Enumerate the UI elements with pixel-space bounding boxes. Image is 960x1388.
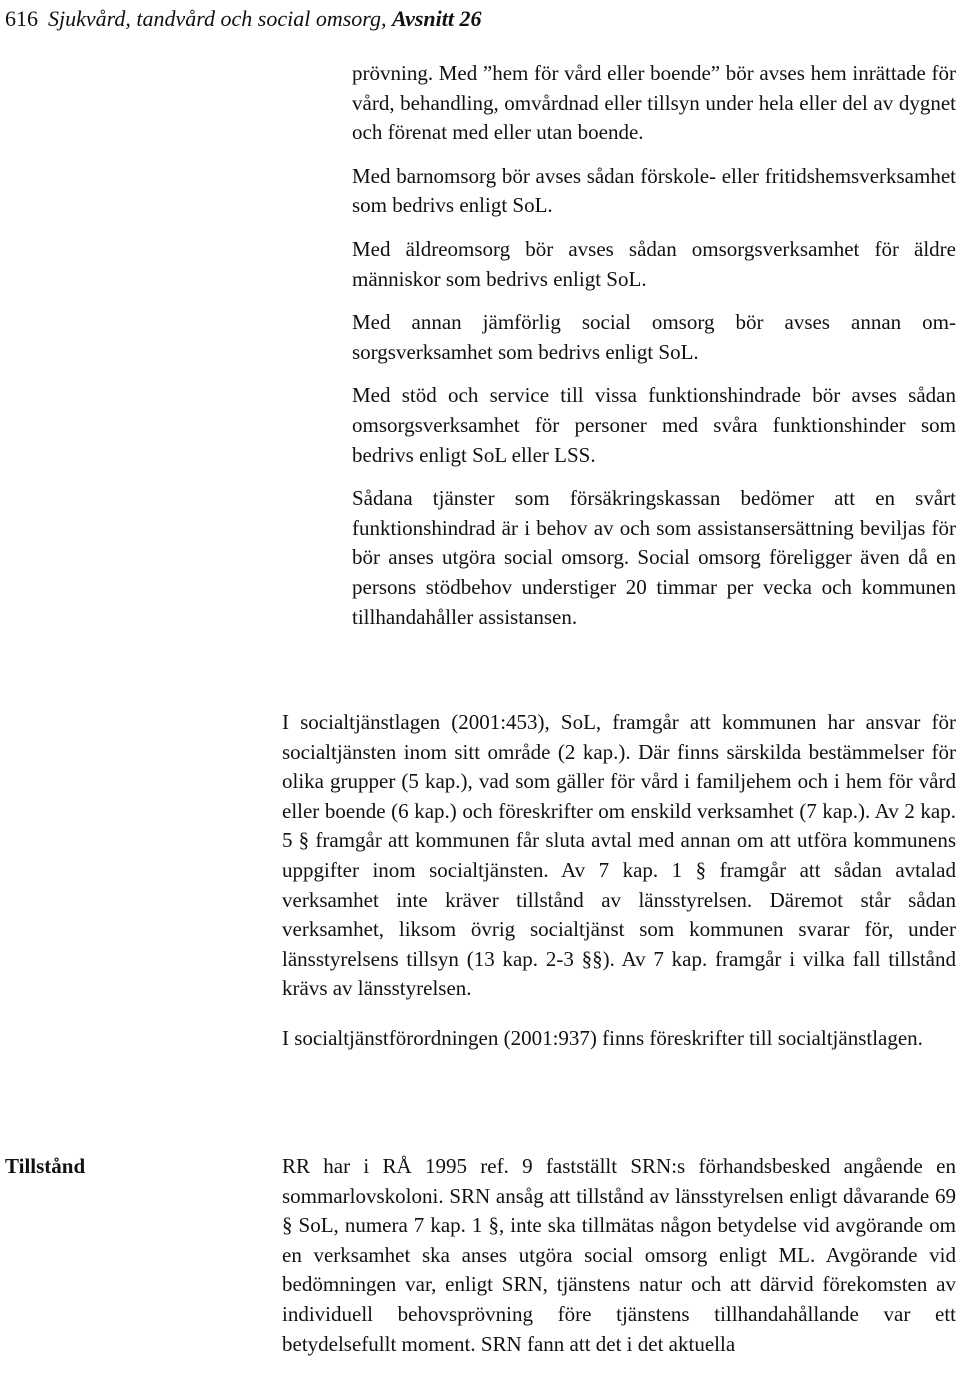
tillstand-section xyxy=(282,1152,956,1379)
quote-paragraph: Med barnomsorg bör avses sådan förskole- eller fritidshemsverksamhet som bedrivs enligt SoL. xyxy=(352,163,956,218)
main-text xyxy=(282,708,956,1074)
quote-paragraph: Sådana tjänster som försäkringskassan bedömer att en svårt funktionshindrad är i behov av och som assistansersättning beviljas för bör anses utgöra social omsorg. Social omsorg föreligger även då en persons stödbehov understiger 20 timmar per vecka och kommunen tillhandahåller assistansen. xyxy=(352,486,956,629)
quote-paragraph: Med stöd och service till vissa funktionshindrade bör avses sådan omsorgsverksamhet för personer med svåra funktionshinder som bedrivs enligt SoL eller LSS. xyxy=(352,383,956,467)
body-paragraph: I socialtjänstlagen (2001:453), SoL, framgår att kommunen har ansvar för socialtjänsten inom sitt område (2 kap.). Där finns särskilda bestämmelser för olika grupper (5 kap.), vad som gäller för vård i familjehem och i hem för vård eller boende (6 kap.) och föreskrifter om enskild verksamhet (7 kap.). Av 2 kap. 5 § framgår att kommunen får sluta avtal med annan om att utföra kommunens uppgifter inom socialtjänsten. Av 7 kap. 1 § framgår att sådan avtalad verksamhet inte kräver tillstånd av länsstyrelsen. Däremot står sådan verksamhet, liksom övrig socialtjänst som kommunen svarar för, under länsstyrelsens tillsyn (13 kap. 2-3 §§). Av 7 kap. framgår i vilka fall tillstånd krävs av länsstyrelsen. xyxy=(282,710,956,1001)
quote-paragraph: Med annan jämförlig social omsorg bör avses annan omsorgsverksamhet som bedrivs enligt SoL. xyxy=(352,310,956,364)
body-paragraph: I socialtjänstförordningen (2001:937) finns föreskrifter till socialtjänstlagen. xyxy=(282,1025,923,1050)
margin-heading: Tillstånd xyxy=(5,1154,86,1178)
page-number: 616 xyxy=(5,6,38,31)
page-header xyxy=(5,6,481,32)
quote-paragraph: Med äldreomsorg bör avses sådan omsorgsverksamhet för äldre människor som bedrivs enligt SoL. xyxy=(352,236,956,291)
quoted-guidance xyxy=(352,59,956,646)
quote-paragraph: prövning. Med ”hem för vård eller boende” bör avses hem inrättade för vård, behandling, omvårdnad eller tillsyn under hela eller del av dygnet och förenat med eller utan boende. xyxy=(352,61,956,145)
running-title: Sjukvård, tandvård och social omsorg, xyxy=(48,6,387,31)
section-label: Avsnitt 26 xyxy=(392,6,482,31)
body-paragraph: RR har i RÅ 1995 ref. 9 fastställt SRN:s förhandsbesked angående en sommarlovskoloni. SRN ansåg att tillstånd av länsstyrelsen enligt dåvarande 69 § SoL, numera 7 kap. 1 §, inte ska tillmätas någon betydelse vid avgörande om en verksamhet ska anses utgöra social omsorg enligt ML. Avgörande vid bedömningen var, enligt SRN, tjänstens natur och att därvid förekomsten av individuell behovsprövning före tjänstens tillhandahållande var ett betydelsefullt moment. SRN fann att det i det aktuella xyxy=(282,1154,956,1356)
